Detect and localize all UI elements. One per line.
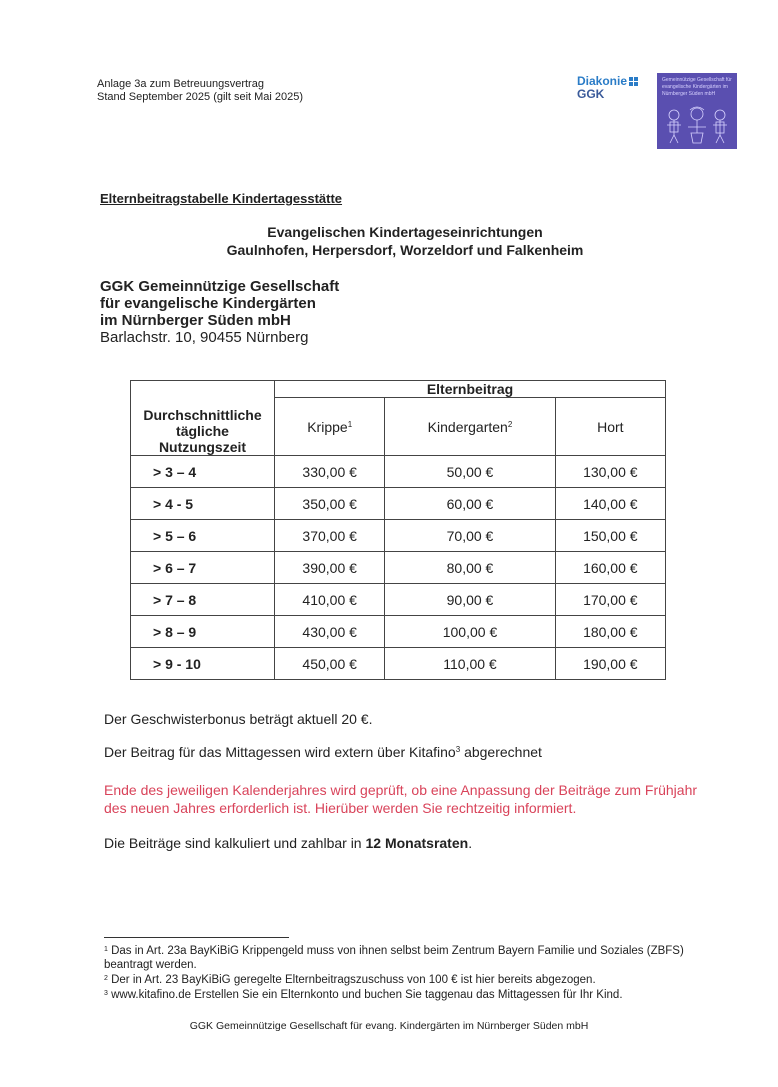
hort-fee: 170,00 €	[555, 584, 665, 616]
table-row	[131, 584, 666, 616]
table-row	[131, 456, 666, 488]
table-row	[131, 488, 666, 520]
usage-time-header: Durchschnittliche tägliche Nutzungszeit	[131, 381, 275, 456]
usage-range: > 3 – 4	[131, 456, 275, 488]
table-row	[131, 648, 666, 680]
hort-fee: 130,00 €	[555, 456, 665, 488]
footnote-divider	[104, 937, 289, 938]
col-header-kindergarten: Kindergarten$^2$	[385, 398, 555, 456]
fee-review-notice: Ende des jeweiligen Kalenderjahres wird geprüft, ob eine Anpassung der Beiträge zum Frühjahr des neuen Jahres erforderlich ist. Hierüber werden Sie rechtzeitig informiert.	[104, 782, 698, 816]
krippe-fee: 370,00 €	[275, 520, 385, 552]
payment-note: Die Beiträge sind kalkuliert und zahlbar in 12 Monatsraten.	[104, 835, 473, 851]
krippe-fee: 430,00 €	[275, 616, 385, 648]
document-title: Elternbeitragstabelle Kindertagesstätte	[100, 191, 343, 206]
table-row	[131, 520, 666, 552]
lunch-billing-note: Der Beitrag für das Mittagessen wird extern über Kitafino$^3$ abgerechnet	[104, 744, 542, 760]
usage-range: > 5 – 6	[131, 520, 275, 552]
table-row	[131, 616, 666, 648]
krippe-fee: 350,00 €	[275, 488, 385, 520]
ggk-brand: GGK	[577, 87, 605, 101]
footnotes	[104, 943, 684, 1002]
payment-installments: 12 Monatsraten	[365, 835, 469, 851]
facilities-heading-line1: Evangelischen Kindertageseinrichtungen	[267, 224, 543, 240]
hort-fee: 190,00 €	[555, 648, 665, 680]
krippe-fee: 390,00 €	[275, 552, 385, 584]
org-name-line3: im Nürnberger Süden mbH	[100, 312, 291, 329]
usage-range: > 7 – 8	[131, 584, 275, 616]
facilities-heading	[200, 223, 610, 259]
krippe-fee: 450,00 €	[275, 648, 385, 680]
table-row	[131, 552, 666, 584]
hort-fee: 160,00 €	[555, 552, 665, 584]
usage-range: > 6 – 7	[131, 552, 275, 584]
kindergarten-fee: 110,00 €	[385, 648, 555, 680]
page-footer: GGK Gemeinnützige Gesellschaft für evang. Kindergärten im Nürnberger Süden mbH	[189, 1020, 589, 1032]
col-header-hort: Hort	[555, 398, 665, 456]
organization-address	[100, 278, 339, 346]
col-header-krippe: Krippe$^1$	[275, 398, 385, 456]
sibling-bonus-note: Der Geschwisterbonus beträgt aktuell 20 €.	[104, 711, 373, 727]
kindergarten-fee: 70,00 €	[385, 520, 555, 552]
footnote-3: $^3$ www.kitafino.de Erstellen Sie ein Elternkonto und buchen Sie taggenau das Mittagessen für Ihr Kind.	[104, 989, 623, 1001]
kindergarten-fee: 60,00 €	[385, 488, 555, 520]
ggk-logo-box	[657, 73, 737, 149]
kindergarten-fee: 100,00 €	[385, 616, 555, 648]
diakonie-brand: Diakonie	[577, 74, 628, 88]
usage-range: > 8 – 9	[131, 616, 275, 648]
hort-fee: 150,00 €	[555, 520, 665, 552]
footnote-2: $^2$ Der in Art. 23 BayKiBiG geregelte Elternbeitragszuschuss von 100 € ist hier bereits abgezogen.	[104, 974, 596, 986]
kindergarten-fee: 50,00 €	[385, 456, 555, 488]
attachment-label: Anlage 3a zum Betreuungsvertrag	[97, 78, 264, 90]
footnote-1: $^1$ Das in Art. 23a BayKiBiG Krippengeld muss von ihnen selbst beim Zentrum Bayern Familie und Soziales (ZBFS) beantragt werden.	[104, 945, 684, 971]
hort-fee: 140,00 €	[555, 488, 665, 520]
diakonie-logo	[577, 75, 638, 101]
parent-fee-header: Elternbeitrag	[275, 381, 666, 398]
facilities-locations: Gaulnhofen, Herpersdorf, Worzeldorf und Falkenheim	[226, 242, 584, 258]
usage-range: > 9 - 10	[131, 648, 275, 680]
usage-range: > 4 - 5	[131, 488, 275, 520]
children-drawing-icon	[661, 105, 733, 147]
org-name-line1: GGK Gemeinnützige Gesellschaft	[100, 278, 340, 295]
org-name-line2: für evangelische Kindergärten	[100, 295, 316, 312]
fee-table	[130, 380, 666, 680]
kindergarten-fee: 90,00 €	[385, 584, 555, 616]
document-header	[97, 78, 303, 104]
org-street-address: Barlachstr. 10, 90455 Nürnberg	[100, 329, 309, 346]
krippe-fee: 410,00 €	[275, 584, 385, 616]
diakonie-grid-icon	[629, 77, 638, 86]
kindergarten-fee: 80,00 €	[385, 552, 555, 584]
krippe-fee: 330,00 €	[275, 456, 385, 488]
logo-box-text: Gemeinnützige Gesellschaft für evangelische Kindergärten im Nürnberger Süden mbH	[662, 77, 732, 97]
hort-fee: 180,00 €	[555, 616, 665, 648]
version-date: Stand September 2025 (gilt seit Mai 2025)	[97, 91, 304, 103]
